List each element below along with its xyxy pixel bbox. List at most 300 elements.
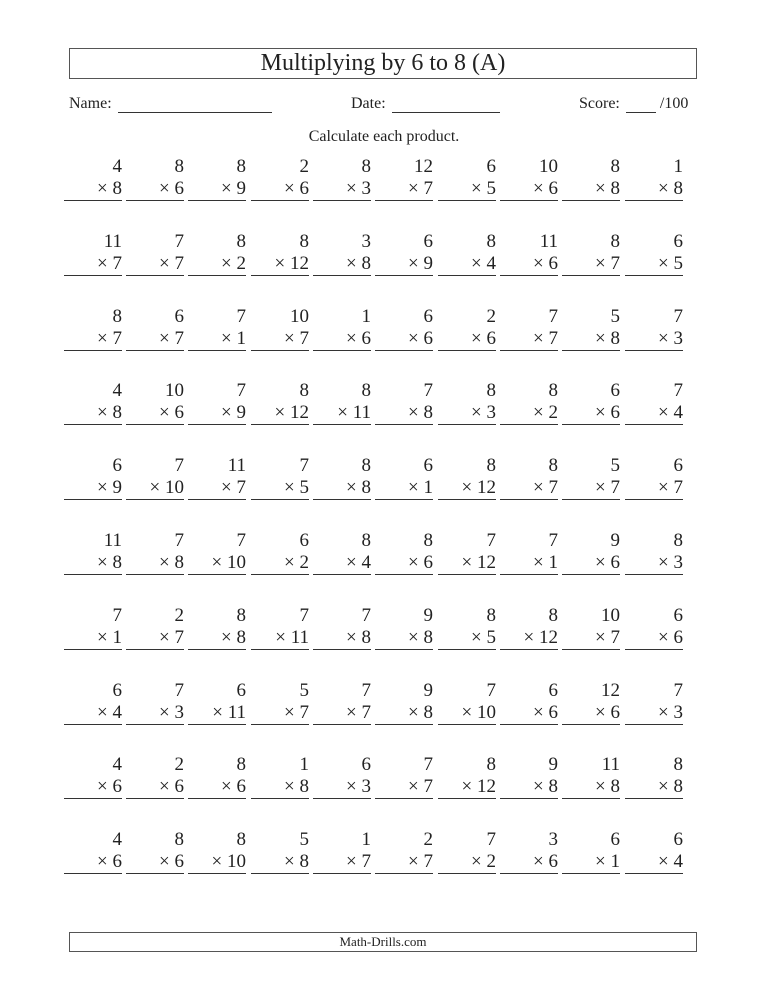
multiplicand: 7	[486, 530, 496, 551]
problem	[375, 380, 433, 425]
multiplier: × 6	[126, 776, 184, 799]
problem	[438, 680, 496, 725]
info-row	[69, 94, 699, 116]
multiplicand: 7	[673, 305, 683, 327]
multiplier: × 6	[562, 552, 620, 575]
multiplicand: 11	[601, 754, 620, 776]
multiplicand: 1	[299, 754, 309, 776]
multiplier: × 7	[64, 328, 122, 351]
problem	[64, 380, 122, 425]
multiplier: × 6	[500, 253, 558, 276]
multiplier: × 7	[251, 702, 309, 725]
multiplier: × 7	[375, 776, 433, 799]
multiplier: × 7	[188, 477, 246, 500]
multiplicand: 4	[112, 754, 122, 776]
multiplicand: 7	[361, 604, 371, 626]
multiplicand: 8	[548, 455, 558, 477]
multiplier: × 6	[251, 178, 309, 201]
multiplier: × 6	[64, 776, 122, 799]
multiplier: × 9	[64, 477, 122, 500]
problem	[438, 380, 496, 425]
multiplicand: 5	[610, 305, 620, 327]
multiplier: × 4	[64, 702, 122, 725]
problem	[188, 829, 246, 874]
multiplier: × 8	[64, 552, 122, 575]
name-blank[interactable]	[118, 94, 272, 113]
problem	[500, 156, 558, 201]
multiplicand: 8	[299, 380, 309, 402]
multiplier: × 7	[313, 851, 371, 874]
multiplier: × 3	[126, 702, 184, 725]
multiplicand: 8	[673, 754, 683, 776]
multiplicand: 7	[486, 829, 496, 851]
name-field[interactable]	[69, 94, 272, 113]
multiplicand: 2	[423, 829, 433, 851]
problem	[188, 156, 246, 201]
multiplier: × 12	[251, 253, 309, 276]
problem	[375, 231, 433, 276]
multiplicand: 9	[423, 604, 433, 626]
multiplier: × 8	[64, 402, 122, 425]
multiplier: × 2	[438, 851, 496, 874]
problem	[562, 455, 620, 500]
multiplier: × 2	[500, 402, 558, 425]
multiplicand: 7	[673, 679, 683, 701]
multiplicand: 7	[174, 455, 184, 477]
problem	[313, 754, 371, 799]
problem	[188, 680, 246, 725]
multiplicand: 11	[227, 455, 246, 477]
multiplier: × 7	[375, 851, 433, 874]
multiplier: × 6	[188, 776, 246, 799]
problem	[500, 754, 558, 799]
multiplier: × 3	[625, 702, 683, 725]
multiplicand: 8	[361, 530, 371, 551]
problem	[126, 754, 184, 799]
multiplier: × 3	[313, 776, 371, 799]
problem	[500, 306, 558, 351]
multiplier: × 3	[625, 328, 683, 351]
date-label: Date:	[351, 95, 386, 112]
problem	[500, 231, 558, 276]
problem	[188, 306, 246, 351]
problem	[313, 306, 371, 351]
problem	[64, 306, 122, 351]
multiplier: × 8	[251, 776, 309, 799]
problem	[64, 530, 122, 575]
multiplicand: 11	[539, 230, 558, 252]
multiplier: × 2	[188, 253, 246, 276]
score-blank[interactable]	[626, 94, 656, 113]
multiplicand: 4	[112, 156, 122, 177]
multiplier: × 9	[375, 253, 433, 276]
multiplicand: 6	[112, 455, 122, 477]
multiplier: × 2	[251, 552, 309, 575]
multiplier: × 8	[313, 253, 371, 276]
multiplier: × 7	[500, 477, 558, 500]
multiplier: × 4	[313, 552, 371, 575]
multiplicand: 6	[423, 230, 433, 252]
multiplier: × 9	[188, 402, 246, 425]
problem	[438, 754, 496, 799]
problem	[313, 455, 371, 500]
multiplicand: 8	[486, 754, 496, 776]
multiplicand: 10	[601, 604, 620, 626]
multiplier: × 6	[500, 851, 558, 874]
problem	[251, 156, 309, 201]
multiplicand: 8	[236, 230, 246, 252]
multiplier: × 6	[64, 851, 122, 874]
multiplicand: 8	[112, 305, 122, 327]
multiplier: × 11	[251, 627, 309, 650]
multiplier: × 10	[188, 851, 246, 874]
problem	[438, 530, 496, 575]
problem	[438, 605, 496, 650]
multiplicand: 9	[423, 679, 433, 701]
multiplier: × 8	[625, 178, 683, 201]
multiplicand: 12	[414, 156, 433, 177]
problem	[126, 455, 184, 500]
multiplicand: 6	[610, 380, 620, 402]
multiplicand: 7	[174, 230, 184, 252]
multiplier: × 7	[562, 627, 620, 650]
multiplicand: 4	[112, 380, 122, 402]
problem	[251, 380, 309, 425]
problem	[251, 455, 309, 500]
multiplier: × 6	[500, 178, 558, 201]
problem	[625, 605, 683, 650]
date-field[interactable]	[351, 94, 500, 113]
multiplier: × 6	[126, 402, 184, 425]
multiplier: × 8	[251, 851, 309, 874]
problem	[188, 754, 246, 799]
multiplier: × 12	[251, 402, 309, 425]
problem	[126, 231, 184, 276]
multiplicand: 4	[112, 829, 122, 851]
multiplier: × 8	[375, 702, 433, 725]
multiplicand: 10	[165, 380, 184, 402]
problem	[188, 530, 246, 575]
multiplicand: 7	[673, 380, 683, 402]
multiplier: × 5	[625, 253, 683, 276]
multiplier: × 6	[438, 328, 496, 351]
multiplicand: 7	[423, 754, 433, 776]
problem	[438, 829, 496, 874]
multiplier: × 6	[313, 328, 371, 351]
multiplier: × 6	[375, 328, 433, 351]
multiplier: × 7	[126, 253, 184, 276]
multiplier: × 8	[562, 178, 620, 201]
multiplicand: 8	[174, 829, 184, 851]
problem	[313, 380, 371, 425]
problem	[625, 455, 683, 500]
multiplicand: 7	[174, 530, 184, 551]
multiplicand: 8	[423, 530, 433, 551]
problem	[500, 680, 558, 725]
multiplicand: 8	[361, 380, 371, 402]
problem	[375, 156, 433, 201]
multiplier: × 7	[251, 328, 309, 351]
problem	[126, 680, 184, 725]
multiplicand: 6	[299, 530, 309, 551]
multiplicand: 8	[610, 156, 620, 177]
problem	[562, 754, 620, 799]
multiplicand: 8	[299, 230, 309, 252]
multiplicand: 7	[236, 305, 246, 327]
multiplicand: 6	[236, 679, 246, 701]
problem	[313, 680, 371, 725]
multiplicand: 7	[236, 380, 246, 402]
multiplicand: 6	[174, 305, 184, 327]
multiplier: × 3	[438, 402, 496, 425]
problem	[562, 605, 620, 650]
problem	[438, 156, 496, 201]
problem	[64, 829, 122, 874]
problem	[251, 530, 309, 575]
problem	[625, 231, 683, 276]
problem	[500, 605, 558, 650]
name-label: Name:	[69, 95, 112, 112]
problem	[313, 231, 371, 276]
date-blank[interactable]	[392, 94, 500, 113]
multiplicand: 6	[112, 679, 122, 701]
multiplicand: 8	[236, 156, 246, 177]
multiplicand: 7	[236, 530, 246, 551]
multiplicand: 2	[174, 754, 184, 776]
problem	[375, 680, 433, 725]
multiplier: × 8	[126, 552, 184, 575]
footer: Math-Drills.com	[69, 932, 697, 952]
multiplier: × 6	[126, 851, 184, 874]
multiplier: × 9	[188, 178, 246, 201]
multiplier: × 7	[126, 627, 184, 650]
problem	[64, 680, 122, 725]
multiplier: × 3	[625, 552, 683, 575]
problem	[500, 380, 558, 425]
problem	[500, 455, 558, 500]
problem	[625, 306, 683, 351]
multiplicand: 6	[423, 305, 433, 327]
multiplicand: 9	[548, 754, 558, 776]
problem	[625, 380, 683, 425]
multiplier: × 1	[500, 552, 558, 575]
multiplier: × 8	[500, 776, 558, 799]
multiplicand: 3	[361, 230, 371, 252]
problem	[313, 605, 371, 650]
multiplier: × 8	[375, 402, 433, 425]
multiplicand: 11	[103, 230, 122, 252]
multiplier: × 8	[562, 776, 620, 799]
multiplier: × 7	[562, 477, 620, 500]
multiplicand: 8	[548, 604, 558, 626]
problem	[625, 680, 683, 725]
multiplicand: 6	[673, 455, 683, 477]
problem	[64, 605, 122, 650]
score-label: Score:	[579, 95, 620, 112]
multiplier: × 8	[375, 627, 433, 650]
problem	[625, 530, 683, 575]
multiplicand: 9	[610, 530, 620, 551]
multiplicand: 1	[673, 156, 683, 177]
multiplier: × 1	[562, 851, 620, 874]
score-field[interactable]	[579, 94, 688, 113]
multiplier: × 6	[625, 627, 683, 650]
multiplier: × 12	[438, 552, 496, 575]
multiplicand: 6	[486, 156, 496, 177]
multiplicand: 7	[299, 604, 309, 626]
problem	[375, 530, 433, 575]
multiplicand: 8	[361, 156, 371, 177]
multiplicand: 2	[174, 604, 184, 626]
multiplicand: 6	[673, 230, 683, 252]
problem	[188, 231, 246, 276]
problem	[562, 306, 620, 351]
multiplicand: 7	[423, 380, 433, 402]
multiplier: × 1	[188, 328, 246, 351]
multiplicand: 7	[486, 679, 496, 701]
multiplicand: 8	[486, 230, 496, 252]
multiplicand: 6	[610, 829, 620, 851]
multiplicand: 6	[673, 829, 683, 851]
multiplicand: 1	[361, 305, 371, 327]
problem	[313, 530, 371, 575]
problem	[126, 605, 184, 650]
problem	[251, 754, 309, 799]
problem	[438, 231, 496, 276]
problem	[251, 680, 309, 725]
problem	[562, 829, 620, 874]
problem	[625, 156, 683, 201]
multiplier: × 6	[562, 402, 620, 425]
multiplier: × 5	[438, 178, 496, 201]
problem	[500, 829, 558, 874]
multiplicand: 2	[299, 156, 309, 177]
multiplier: × 6	[126, 178, 184, 201]
multiplicand: 8	[610, 230, 620, 252]
multiplier: × 10	[126, 477, 184, 500]
multiplicand: 7	[548, 305, 558, 327]
multiplier: × 5	[438, 627, 496, 650]
multiplier: × 8	[313, 477, 371, 500]
multiplicand: 5	[299, 679, 309, 701]
problem	[375, 455, 433, 500]
problem	[251, 231, 309, 276]
multiplicand: 8	[236, 754, 246, 776]
multiplier: × 11	[313, 402, 371, 425]
problem	[126, 380, 184, 425]
multiplicand: 8	[486, 604, 496, 626]
multiplier: × 1	[64, 627, 122, 650]
problem	[126, 306, 184, 351]
problem	[562, 680, 620, 725]
problem	[64, 754, 122, 799]
multiplier: × 8	[562, 328, 620, 351]
multiplicand: 2	[486, 305, 496, 327]
multiplier: × 8	[188, 627, 246, 650]
multiplier: × 7	[625, 477, 683, 500]
problem	[64, 455, 122, 500]
multiplier: × 8	[313, 627, 371, 650]
instruction-text: Calculate each product.	[308, 128, 460, 145]
multiplier: × 7	[500, 328, 558, 351]
multiplicand: 6	[361, 754, 371, 776]
problem	[625, 754, 683, 799]
multiplicand: 5	[299, 829, 309, 851]
problem	[64, 231, 122, 276]
problem	[438, 306, 496, 351]
multiplier: × 7	[313, 702, 371, 725]
multiplier: × 8	[64, 178, 122, 201]
problem	[251, 306, 309, 351]
problem	[562, 231, 620, 276]
multiplicand: 7	[299, 455, 309, 477]
multiplier: × 10	[188, 552, 246, 575]
multiplicand: 7	[361, 679, 371, 701]
multiplier: × 5	[251, 477, 309, 500]
multiplier: × 4	[625, 851, 683, 874]
multiplicand: 8	[236, 829, 246, 851]
problem	[562, 156, 620, 201]
multiplier: × 4	[438, 253, 496, 276]
multiplicand: 3	[548, 829, 558, 851]
problem	[438, 455, 496, 500]
problem	[313, 829, 371, 874]
problem	[126, 829, 184, 874]
multiplier: × 8	[625, 776, 683, 799]
multiplier: × 6	[375, 552, 433, 575]
multiplier: × 4	[625, 402, 683, 425]
multiplicand: 8	[486, 380, 496, 402]
multiplier: × 3	[313, 178, 371, 201]
multiplicand: 1	[361, 829, 371, 851]
multiplier: × 11	[188, 702, 246, 725]
multiplier: × 7	[562, 253, 620, 276]
multiplier: × 12	[438, 776, 496, 799]
problem	[562, 380, 620, 425]
multiplicand: 8	[361, 455, 371, 477]
problem	[126, 530, 184, 575]
problem	[313, 156, 371, 201]
problem	[126, 156, 184, 201]
multiplier: × 7	[64, 253, 122, 276]
multiplicand: 6	[423, 455, 433, 477]
problem	[64, 156, 122, 201]
problem	[251, 829, 309, 874]
multiplicand: 10	[290, 305, 309, 327]
worksheet-title: Multiplying by 6 to 8 (A)	[69, 48, 697, 79]
multiplier: × 1	[375, 477, 433, 500]
score-total: /100	[659, 95, 689, 112]
multiplicand: 8	[174, 156, 184, 177]
multiplicand: 5	[610, 455, 620, 477]
multiplicand: 8	[486, 455, 496, 477]
problem	[375, 605, 433, 650]
problem	[375, 829, 433, 874]
multiplicand: 6	[673, 604, 683, 626]
problem	[375, 306, 433, 351]
problem	[188, 605, 246, 650]
multiplier: × 7	[126, 328, 184, 351]
multiplicand: 8	[236, 604, 246, 626]
multiplicand: 11	[103, 530, 122, 551]
multiplier: × 10	[438, 702, 496, 725]
multiplier: × 12	[438, 477, 496, 500]
problem	[500, 530, 558, 575]
problem	[625, 829, 683, 874]
multiplier: × 6	[562, 702, 620, 725]
multiplier: × 12	[500, 627, 558, 650]
multiplicand: 7	[174, 679, 184, 701]
